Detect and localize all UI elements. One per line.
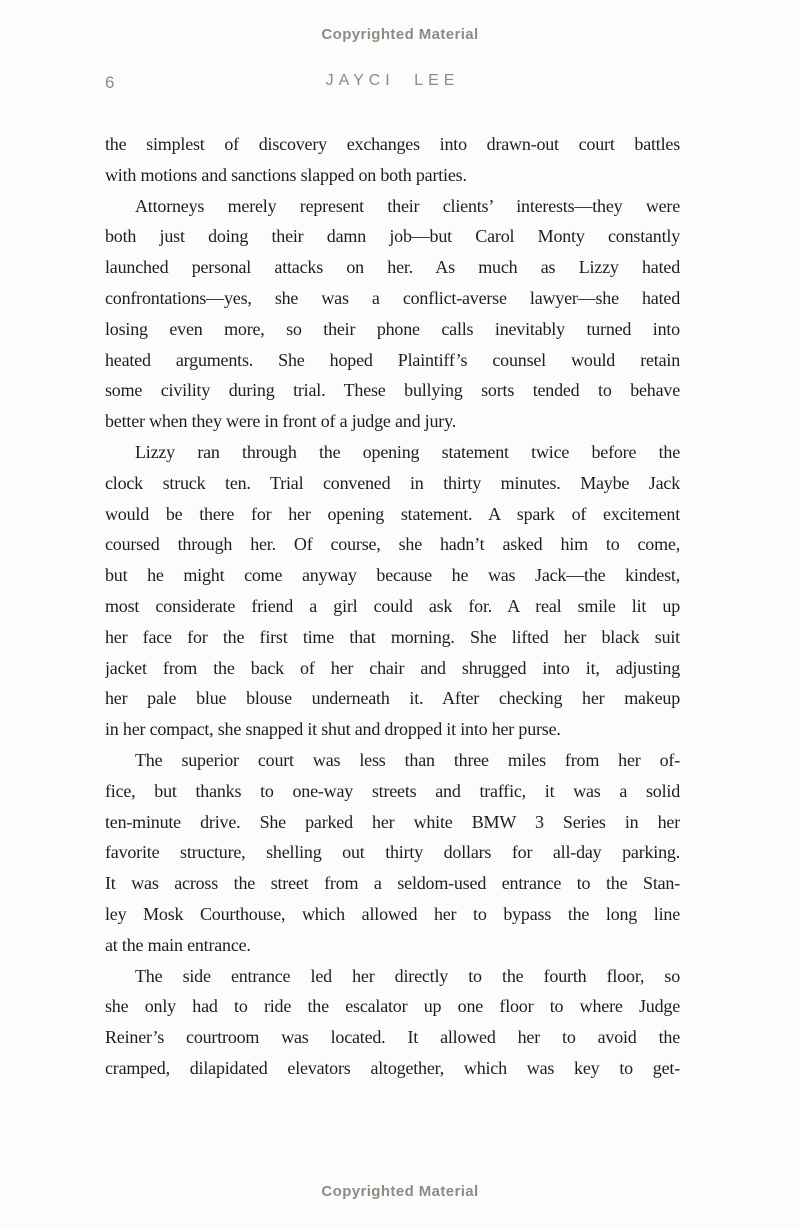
page-header: [105, 72, 680, 94]
copyright-notice-top: Copyrighted Material: [321, 26, 479, 43]
text-line: confrontations—yes, she was a conflict-averse lawyer—she hated: [105, 287, 680, 308]
text-line: heated arguments. She hoped Plaintiff’s counsel would retain: [105, 349, 680, 370]
text-line: The side entrance led her directly to the fourth floor, so: [135, 965, 680, 986]
text-line: her face for the first time that morning. She lifted her black suit: [105, 626, 680, 647]
text-line: would be there for her opening statement. A spark of excitement: [105, 503, 680, 524]
text-line: with motions and sanctions slapped on both parties.: [105, 164, 467, 185]
text-line: The superior court was less than three miles from her of-: [135, 749, 680, 770]
text-line: ten-minute drive. She parked her white BMW 3 Series in her: [105, 811, 680, 832]
text-line: better when they were in front of a judge and jury.: [105, 411, 457, 432]
text-line: her pale blue blouse underneath it. After checking her makeup: [105, 688, 680, 709]
paragraph: [105, 745, 680, 961]
text-line: ley Mosk Courthouse, which allowed her to bypass the long line: [105, 903, 680, 924]
body-text: [105, 129, 680, 1084]
paragraph: [105, 961, 680, 1084]
text-line: the simplest of discovery exchanges into drawn-out court battles: [105, 134, 680, 154]
text-line: in her compact, she snapped it shut and dropped it into her purse.: [105, 719, 561, 740]
text-line: at the main entrance.: [105, 934, 251, 955]
text-line: losing even more, so their phone calls inevitably turned into: [105, 318, 680, 339]
text-line: some civility during trial. These bullying sorts tended to behave: [105, 380, 680, 401]
text-line: launched personal attacks on her. As much as Lizzy hated: [105, 257, 680, 278]
paragraph: [105, 191, 680, 437]
text-line: but he might come anyway because he was Jack—the kindest,: [105, 565, 680, 586]
text-line: most considerate friend a girl could ask for. A real smile lit up: [105, 595, 680, 616]
text-line: fice, but thanks to one-way streets and traffic, it was a solid: [105, 780, 680, 801]
text-line: It was across the street from a seldom-used entrance to the Stan-: [105, 873, 680, 894]
paragraph: [105, 437, 680, 745]
text-line: Lizzy ran through the opening statement twice before the: [135, 441, 680, 462]
text-line: cramped, dilapidated elevators altogether, which was key to get-: [105, 1057, 680, 1078]
text-line: clock struck ten. Trial convened in thirty minutes. Maybe Jack: [105, 472, 680, 493]
text-line: Attorneys merely represent their clients’ interests—they were: [135, 195, 680, 216]
text-line: Reiner’s courtroom was located. It allowed her to avoid the: [105, 1027, 680, 1048]
page-number: 6: [105, 73, 116, 92]
text-line: she only had to ride the escalator up one floor to where Judge: [105, 996, 680, 1017]
text-line: jacket from the back of her chair and shrugged into it, adjusting: [105, 657, 680, 678]
copyright-notice-bottom: Copyrighted Material: [321, 1183, 479, 1200]
paragraph: [105, 129, 680, 191]
author-running-head: JAYCI LEE: [325, 72, 460, 89]
text-line: both just doing their damn job—but Carol Monty constantly: [105, 226, 680, 247]
text-line: favorite structure, shelling out thirty dollars for all-day parking.: [105, 842, 680, 863]
text-line: coursed through her. Of course, she hadn’t asked him to come,: [105, 534, 680, 555]
